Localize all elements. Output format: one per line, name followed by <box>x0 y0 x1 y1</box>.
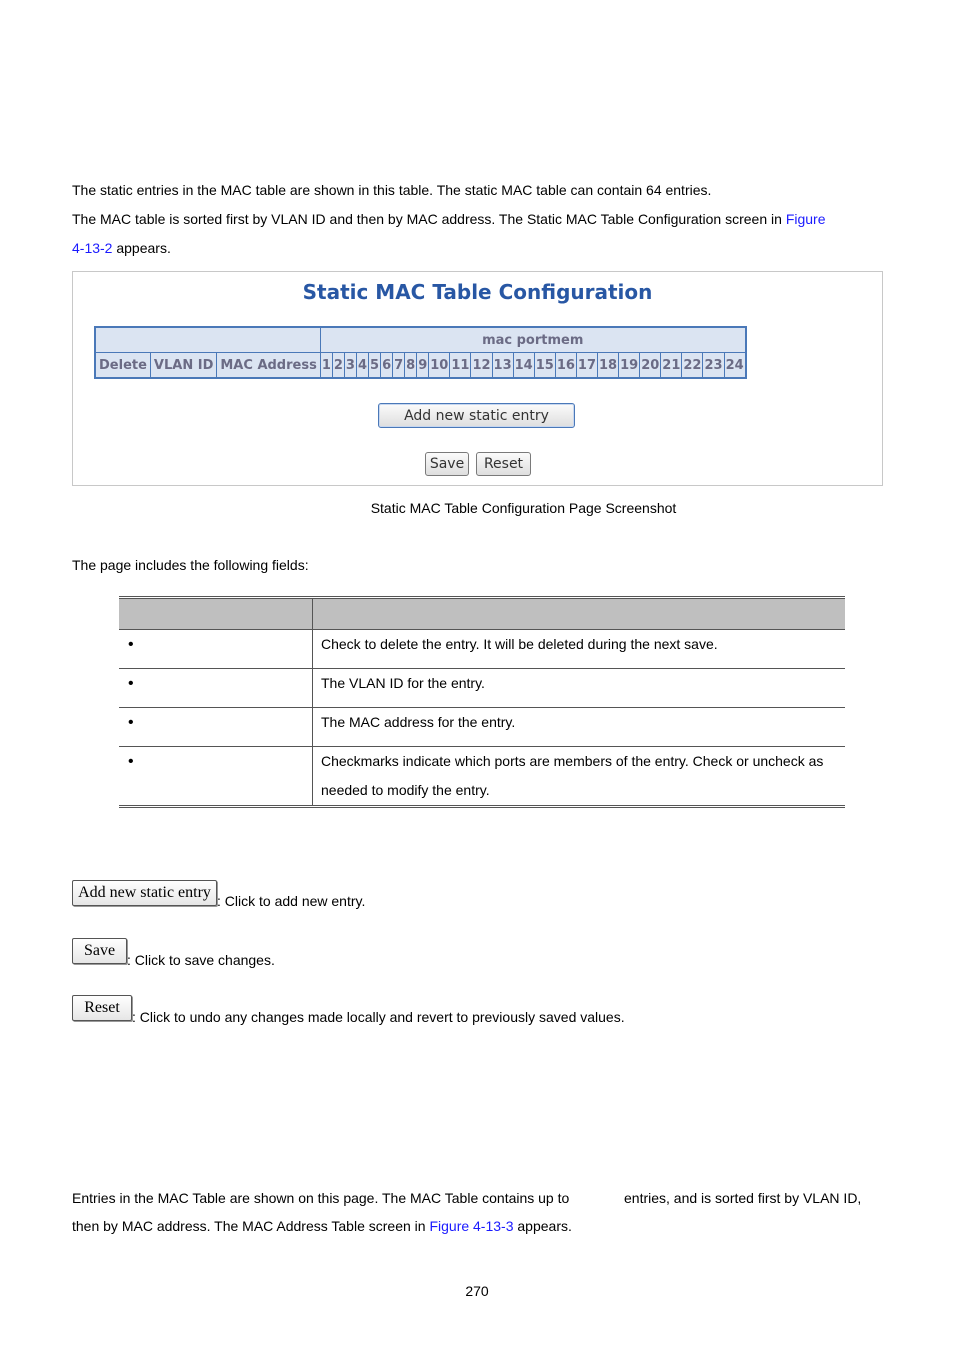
add-new-static-entry-button[interactable]: Add new static entry <box>378 403 575 428</box>
save-image-button[interactable]: Save <box>72 938 127 964</box>
figure-link[interactable]: Figure <box>785 211 826 227</box>
port-21-header: 21 <box>661 353 682 379</box>
vlan-id-header: VLAN ID <box>150 353 216 379</box>
field-description-line-2: needed to modify the entry. <box>321 782 490 798</box>
port-11-header: 11 <box>450 353 471 379</box>
bullet: • <box>128 636 134 653</box>
port-15-header: 15 <box>534 353 555 379</box>
outro-line-2-text: then by MAC address. The MAC Address Table screen in <box>72 1218 426 1234</box>
mac-portmem-header: mac portmem <box>320 327 745 353</box>
port-7-header: 7 <box>393 353 405 379</box>
outro-line-2 <box>72 1217 572 1235</box>
port-19-header: 19 <box>619 353 640 379</box>
object-header <box>119 598 313 630</box>
add-button-description: : Click to add new entry. <box>217 893 366 909</box>
port-23-header: 23 <box>703 353 724 379</box>
table-row <box>119 669 845 708</box>
config-screenshot <box>72 271 883 486</box>
outro-line-2-end: appears. <box>517 1218 572 1234</box>
bullet: • <box>128 753 134 770</box>
port-10-header: 10 <box>429 353 450 379</box>
reset-button-description: : Click to undo any changes made locally and revert to previously saved values. <box>132 1009 625 1025</box>
intro-line-2-text: The MAC table is sorted first by VLAN ID and then by MAC address. The Static MAC Table Configuration screen in <box>72 211 782 227</box>
reset-button[interactable]: Reset <box>476 452 531 476</box>
intro-line-3 <box>72 239 171 257</box>
field-description: The MAC address for the entry. <box>321 714 516 730</box>
field-description-line-1: Checkmarks indicate which ports are members of the entry. Check or uncheck as <box>321 753 824 769</box>
empty-header-cell <box>95 327 320 353</box>
add-new-static-entry-image-button[interactable]: Add new static entry <box>72 880 217 906</box>
port-3-header: 3 <box>344 353 356 379</box>
port-1-header: 1 <box>320 353 332 379</box>
screenshot-title: Static MAC Table Configuration <box>302 280 653 304</box>
mac-address-header: MAC Address <box>217 353 320 379</box>
fields-table <box>119 596 845 808</box>
table-row <box>119 708 845 747</box>
column-header-row <box>95 353 746 379</box>
intro-line-3-text: appears. <box>116 240 171 256</box>
port-17-header: 17 <box>576 353 597 379</box>
figure-number-link[interactable]: 4-13-2 <box>72 240 113 256</box>
field-description: The VLAN ID for the entry. <box>321 675 485 691</box>
static-mac-table <box>94 326 747 379</box>
port-14-header: 14 <box>513 353 534 379</box>
reset-image-button[interactable]: Reset <box>72 995 132 1021</box>
description-header <box>313 598 846 630</box>
port-16-header: 16 <box>555 353 576 379</box>
port-6-header: 6 <box>381 353 393 379</box>
port-18-header: 18 <box>598 353 619 379</box>
table-row <box>119 630 845 669</box>
port-20-header: 20 <box>640 353 661 379</box>
outro-line-1b: entries, and is sorted first by VLAN ID, <box>624 1190 862 1206</box>
port-24-header: 24 <box>724 353 746 379</box>
save-button-description: : Click to save changes. <box>127 952 275 968</box>
field-description: Check to delete the entry. It will be deleted during the next save. <box>321 636 718 652</box>
port-5-header: 5 <box>369 353 381 379</box>
fields-header-row <box>119 598 845 630</box>
table-row <box>119 747 845 807</box>
bullet: • <box>128 675 134 692</box>
page-number: 270 <box>465 1283 489 1299</box>
port-12-header: 12 <box>471 353 492 379</box>
delete-header: Delete <box>95 353 150 379</box>
bullet: • <box>128 714 134 731</box>
port-13-header: 13 <box>492 353 513 379</box>
figure-caption: Static MAC Table Configuration Page Screenshot <box>370 500 677 516</box>
port-8-header: 8 <box>405 353 417 379</box>
fields-intro: The page includes the following fields: <box>72 557 309 573</box>
port-9-header: 9 <box>417 353 429 379</box>
port-4-header: 4 <box>356 353 368 379</box>
save-button[interactable]: Save <box>425 452 469 476</box>
intro-line-2 <box>72 210 826 228</box>
port-2-header: 2 <box>332 353 344 379</box>
port-22-header: 22 <box>682 353 703 379</box>
figure-4-13-3-link[interactable]: Figure 4-13-3 <box>429 1218 514 1234</box>
intro-line-1: The static entries in the MAC table are shown in this table. The static MAC table can contain 64 entries. <box>72 182 712 198</box>
outro-line-1a: Entries in the MAC Table are shown on this page. The MAC Table contains up to <box>72 1190 570 1206</box>
